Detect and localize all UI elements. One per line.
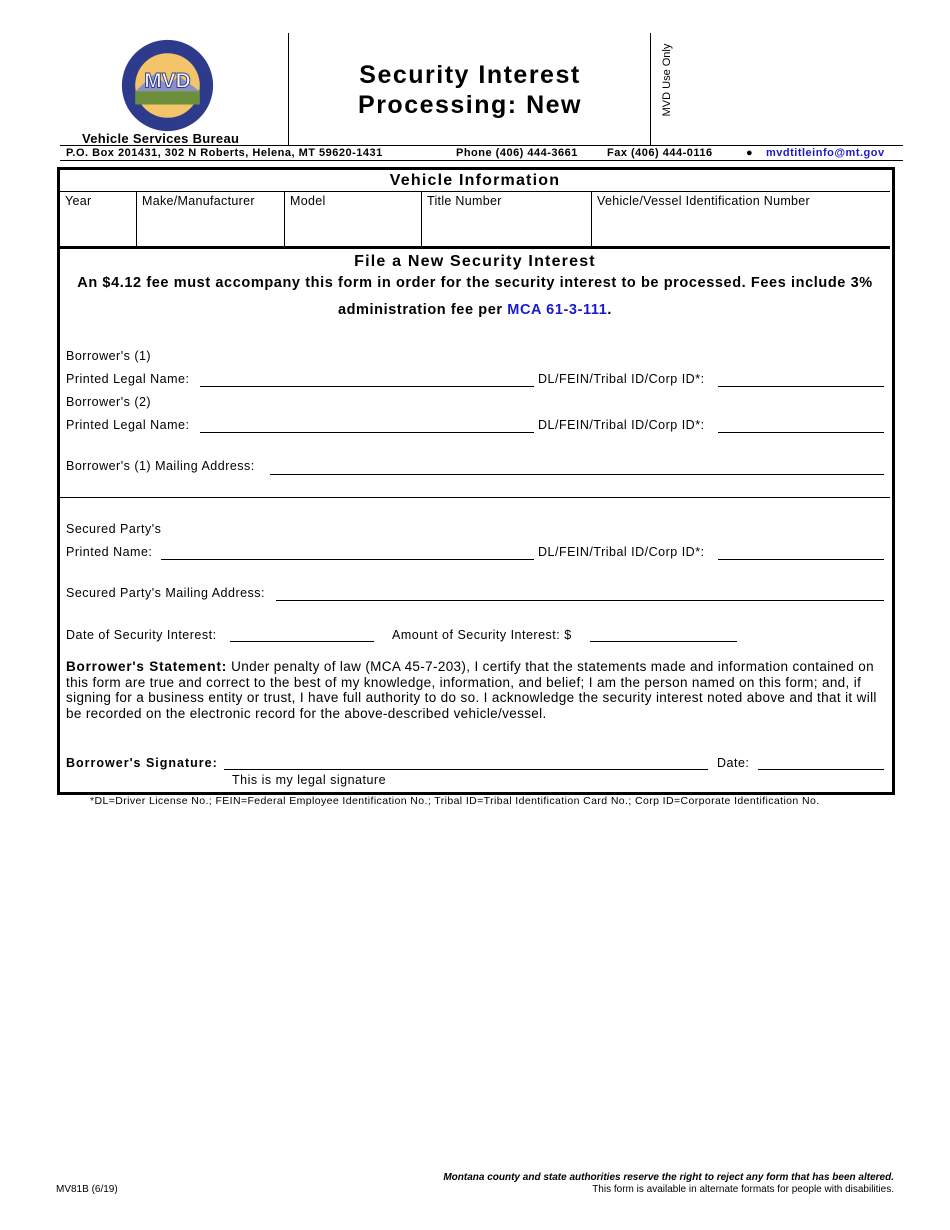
bullet-icon: ● — [746, 147, 754, 159]
signature-input[interactable] — [224, 769, 708, 770]
vin-field[interactable]: Vehicle/Vessel Identification Number — [591, 192, 890, 247]
header-divider — [288, 33, 289, 145]
vehicle-info-table — [60, 191, 890, 247]
borrower-2-label: Borrower's (2) — [66, 395, 152, 409]
address: P.O. Box 201431, 302 N Roberts, Helena, MT 59620-1431 — [66, 147, 383, 159]
security-date-input[interactable] — [230, 641, 374, 642]
signature-date-input[interactable] — [758, 769, 884, 770]
borrower-statement — [66, 659, 881, 721]
mvd-use-only-box — [656, 30, 678, 140]
footer-notice — [443, 1172, 894, 1196]
section-divider — [60, 246, 890, 249]
legal-signature-note: This is my legal signature — [232, 773, 387, 787]
header-divider — [650, 33, 651, 145]
phone: Phone (406) 444-3661 — [456, 147, 578, 159]
security-amount-label: Amount of Security Interest: $ — [392, 628, 572, 642]
mvd-use-only-label: MVD Use Only — [661, 43, 673, 117]
title-line-2: Processing: New — [358, 91, 582, 119]
fee-notice — [70, 270, 880, 324]
secured-mailing-label: Secured Party's Mailing Address: — [66, 586, 266, 600]
borrower-1-label: Borrower's (1) — [66, 349, 152, 363]
borrower-mailing-label: Borrower's (1) Mailing Address: — [66, 459, 255, 473]
borrower-2-name-label: Printed Legal Name: — [66, 418, 190, 432]
vehicle-make-field[interactable]: Make/Manufacturer — [136, 192, 284, 247]
secured-id-label: DL/FEIN/Tribal ID/Corp ID*: — [538, 545, 705, 559]
borrower-2-id-label: DL/FEIN/Tribal ID/Corp ID*: — [538, 418, 705, 432]
contact-bar — [60, 145, 903, 161]
vehicle-info-heading: Vehicle Information — [389, 172, 561, 189]
file-security-heading: File a New Security Interest — [354, 253, 596, 270]
secured-mailing-input[interactable] — [276, 600, 884, 601]
vehicle-year-field[interactable]: Year — [65, 194, 92, 208]
mca-link[interactable]: MCA 61-3-111 — [507, 302, 608, 318]
title-line-1: Security Interest — [359, 61, 581, 89]
fax: Fax (406) 444-0116 — [607, 147, 713, 159]
security-amount-input[interactable] — [590, 641, 737, 642]
borrower-1-id-label: DL/FEIN/Tribal ID/Corp ID*: — [538, 372, 705, 386]
signature-label: Borrower's Signature: — [66, 756, 218, 770]
email-link[interactable]: mvdtitleinfo@mt.gov — [766, 147, 885, 159]
statement-heading: Borrower's Statement: — [66, 659, 228, 674]
footnote: *DL=Driver License No.; FEIN=Federal Employee Identification No.; Tribal ID=Tribal Identification Card No.; Corp ID=Corporate Identification No. — [90, 795, 820, 807]
mvd-seal-logo — [120, 38, 215, 133]
borrower-mailing-input[interactable] — [270, 474, 884, 475]
secured-name-label: Printed Name: — [66, 545, 153, 559]
section-divider — [60, 497, 890, 498]
borrower-1-name-input[interactable] — [200, 386, 534, 387]
statement-text: Under penalty of law (MCA 45-7-203), I certify that the statements made and information contained on this form are true and correct to the best of my knowledge, information, and belief; I am the person named on this form; and, if signing for a business entity or trust, I have full authority to do so. I acknowledge the security interest noted above and that it will be recorded on the electronic record for the above-described vehicle/vessel. — [66, 659, 877, 721]
seal-center-text: MVD — [144, 69, 191, 93]
fee-text: An $4.12 fee must accompany this form in order for the security interest to be processed. Fees include 3% administration fee per — [77, 275, 873, 318]
borrower-2-name-input[interactable] — [200, 432, 534, 433]
secured-id-input[interactable] — [718, 559, 884, 560]
form-number: MV81B (6/19) — [56, 1184, 118, 1195]
title-number-field[interactable]: Title Number — [421, 192, 591, 247]
fee-period: . — [607, 302, 613, 318]
form-title — [292, 60, 648, 120]
vehicle-model-field[interactable]: Model — [284, 192, 421, 247]
security-date-label: Date of Security Interest: — [66, 628, 217, 642]
borrower-2-id-input[interactable] — [718, 432, 884, 433]
secured-party-label: Secured Party's — [66, 522, 162, 536]
signature-date-label: Date: — [717, 756, 750, 770]
borrower-1-name-label: Printed Legal Name: — [66, 372, 190, 386]
borrower-1-id-input[interactable] — [718, 386, 884, 387]
alt-format-text: This form is available in alternate formats for people with disabilities. — [592, 1184, 894, 1195]
rights-text: Montana county and state authorities reserve the right to reject any form that has been altered. — [443, 1172, 894, 1183]
secured-name-input[interactable] — [161, 559, 534, 560]
bureau-name: Vehicle Services Bureau — [82, 131, 240, 146]
